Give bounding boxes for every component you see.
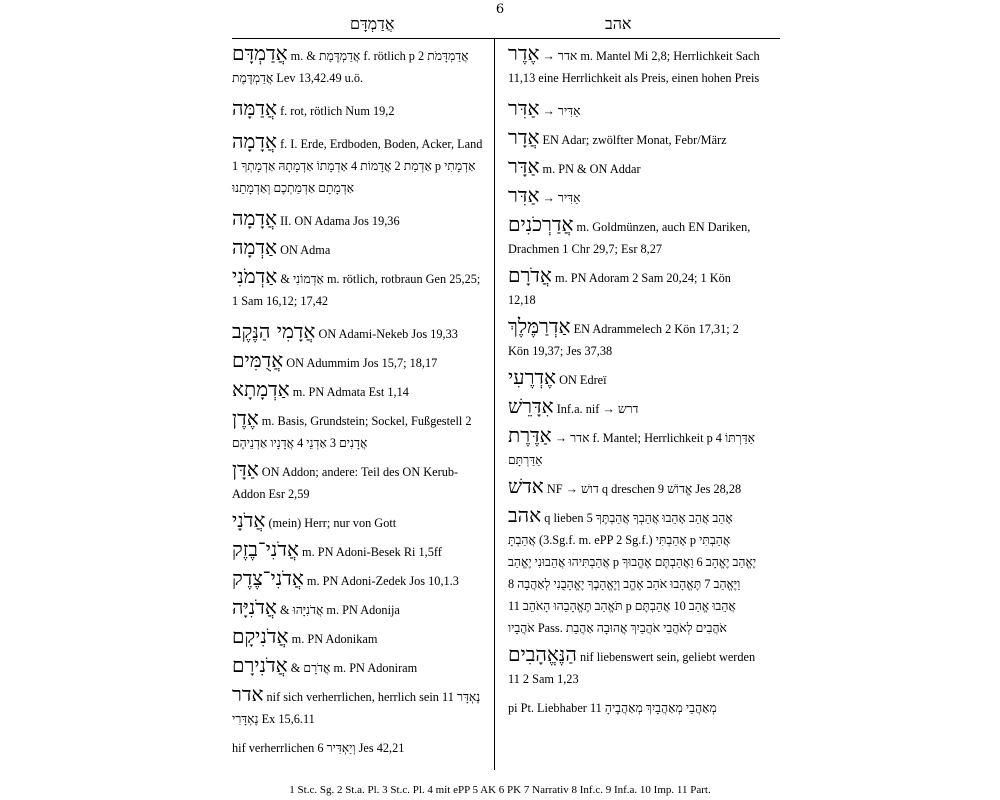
lemma: אַדָּן bbox=[232, 457, 259, 481]
entry-text: m. PN Admata Est 1,14 bbox=[292, 385, 409, 399]
entry-text: ON Adma bbox=[280, 243, 331, 257]
lemma: אֶדֶר bbox=[508, 41, 540, 65]
entry-text: → אַדִּיר bbox=[542, 104, 581, 118]
lemma: אַדָּר bbox=[508, 154, 540, 178]
lemma: אהב bbox=[508, 503, 542, 527]
column-divider bbox=[494, 38, 495, 770]
lemma: אֲדָמָה bbox=[232, 206, 277, 230]
entry-text: ON Addon; andere: Teil des ON Kerub-Addon Esr 2,59 bbox=[232, 465, 459, 501]
entry-text: ON Adummim Jos 15,7; 18,17 bbox=[286, 356, 438, 370]
entry-text: & אֲדֹרָם m. PN Adoniram bbox=[290, 661, 418, 675]
entry-addar bbox=[508, 155, 760, 180]
lemma: אַדְמָה bbox=[232, 235, 277, 259]
entry-adderet bbox=[508, 424, 760, 471]
entry-adma bbox=[232, 236, 484, 261]
entry-text: m. PN Adonikam bbox=[291, 632, 378, 646]
entry-admoni bbox=[232, 265, 484, 312]
entry-text: EN Adrammelech 2 Kön 17,31; 2 Kön 19,37; Jes 37,38 bbox=[508, 322, 739, 358]
entry-text: ON Edreï bbox=[559, 373, 607, 387]
entry-text: nif sich verherrlichen, herrlich sein 11 נֶאְדָּר נֶאְדָּרִי Ex 15,6.11 bbox=[232, 690, 481, 726]
lemma: אַדְמֹנִי bbox=[232, 264, 278, 288]
entry-adami-nekeb bbox=[232, 320, 484, 345]
entry-text: & אַדְמוֹנִי m. rötlich, rotbraun Gen 25,25; 1 Sam 16,12; 17,42 bbox=[232, 272, 481, 308]
lemma: אֲדָמָה bbox=[232, 129, 277, 153]
entry-adonai bbox=[232, 509, 484, 534]
entry-text: II. ON Adama Jos 19,36 bbox=[280, 214, 400, 228]
entry-adama-on bbox=[232, 207, 484, 232]
entry-text: m. & אֲדַמְדֶּמֶת f. rötlich p אֲדַמְדָּמֹת 2 אֲדַמְדֶּמֶת Lev 13,42.49 u.ö. bbox=[232, 49, 469, 85]
lemma: אַדְרַמֶּלֶךְ bbox=[508, 314, 571, 338]
entry-text: → אדר f. Mantel; Herrlichkeit p אַדַּרְתּוֹ 4 אַדַּרְתָּם bbox=[508, 431, 756, 467]
entry-text: → אדר m. Mantel Mi 2,8; Herrlichkeit Sach 11,13 eine Herrlichkeit als Preis, einen hohen Preis bbox=[508, 49, 760, 85]
lemma: אֲדַרְכֹנִים bbox=[508, 212, 574, 236]
entry-adr-hif bbox=[232, 734, 484, 759]
entry-adoram bbox=[508, 264, 760, 311]
entry-eder bbox=[508, 42, 760, 89]
entry-text: NF → דושׁ q dreschen 9 אֱדוֹשׁ Jes 28,28 bbox=[546, 482, 742, 496]
lemma: אַדְמָתָא bbox=[232, 377, 290, 401]
lemma: אַדֶּרֶת bbox=[508, 423, 552, 447]
lemma: אֲדַמָּה bbox=[232, 96, 277, 120]
entry-text: m. Goldmünzen, auch EN Dariken, Drachmen 1 Chr 29,7; Esr 8,27 bbox=[508, 220, 751, 256]
lemma: אֲדֹנִיקָם bbox=[232, 624, 289, 648]
entry-adonikam bbox=[232, 625, 484, 650]
lemma: אדשׁ bbox=[508, 474, 544, 498]
left-column bbox=[232, 42, 484, 767]
lemma: אֲדָר bbox=[508, 125, 540, 149]
entry-adarkonim bbox=[508, 213, 760, 260]
page-number: 6 bbox=[495, 2, 505, 17]
header-rule bbox=[232, 38, 780, 39]
lemma: אֲדָמִי הַנֶּקֶב bbox=[232, 319, 316, 343]
header-left-lemma: אֲדַמְדָּם bbox=[350, 14, 395, 33]
entry-text: nif liebenswert sein, geliebt werden 11 2 Sam 1,23 bbox=[508, 650, 756, 686]
entry-admata bbox=[232, 378, 484, 403]
entry-text: (mein) Herr; nur von Gott bbox=[268, 516, 397, 530]
lemma: אֲדֹנִיָּה bbox=[232, 595, 277, 619]
entry-text: q lieben 5 אָהַב אֲהֵב אָהֵבוּ אֲהֵבְךָ אֲהַבְתֶּךָ אֲהַבְתָּ (3.Sg.f. m. ePP 2 Sg.f.) אָהַבְתִּי p אֲהַבְתִּי אֲהַבְתִּיהוּ אֲהֵבוּנִי יֶאֱהַב p יֶאֱהַב יֶאֱהָב 6 וַאֲהַבְתֶּם אֶהֱבוּךָ וַיֶּאֱהַב 7 תֶּאֱהָבוּ אֹהַב אֶהֱב וְיֶאֱהָבֶךָ יֶאֱהָבֻנִי לְאַהֲבָה 8 תֹּאֱהַב תֶּאֱהָבֵהוּ הָאֹהֵב 11 p אֲהֵבוּ אֱהַב 10 אֲהֵבְתֶּם אֹהֲבָיו Pass. אֹהֲבִים לְאֹהֲבִי אֹהֲבַיִךְ אֲהוּבָה אַהֲבַת bbox=[508, 511, 757, 635]
lemma: הַנֶּאֱהָבִים bbox=[508, 642, 577, 666]
entry-edrei bbox=[508, 366, 760, 391]
lemma: אֲדֹנִי־צֶדֶק bbox=[232, 566, 304, 590]
entry-adoni-besek bbox=[232, 538, 484, 563]
entry-text: m. PN Adoni-Besek Ri 1,5ff bbox=[302, 545, 442, 559]
lemma: אֶדְרֶעִי bbox=[508, 365, 557, 389]
entry-adr-verb bbox=[232, 683, 484, 730]
entry-adoniram bbox=[232, 654, 484, 679]
lemma: אַדִּר bbox=[508, 183, 540, 207]
entry-adamma-rot bbox=[232, 97, 484, 122]
entry-text: → אַדִּיר bbox=[542, 191, 581, 205]
entry-adonija bbox=[232, 596, 484, 621]
entry-text: m. PN & ON Addar bbox=[542, 162, 641, 176]
entry-text: & אֲדֹנִיָּהוּ m. PN Adonija bbox=[279, 603, 400, 617]
abbreviation-legend: 1 St.c. Sg. 2 St.a. Pl. 3 St.c. Pl. 4 mit ePP 5 AK 6 PK 7 Narrativ 8 Inf.c. 9 Inf.a. 10 Imp. 11 Part. bbox=[289, 784, 711, 796]
entry-addon bbox=[232, 458, 484, 505]
entry-text: m. PN Adoram 2 Sam 20,24; 1 Kön 12,18 bbox=[508, 271, 731, 307]
entry-text: Inf.a. nif → דרש bbox=[556, 402, 639, 416]
entry-addir-ref bbox=[508, 97, 760, 122]
entry-ahb-nif bbox=[508, 643, 760, 690]
lemma: אֶדֶן bbox=[232, 406, 259, 430]
lemma: אֲדַמְדָּם bbox=[232, 41, 288, 65]
lemma: אֲדֻמִּים bbox=[232, 348, 284, 372]
entry-text: m. PN Adoni-Zedek Jos 10,1.3 bbox=[306, 574, 459, 588]
entry-adoni-zedek bbox=[232, 567, 484, 592]
entry-adamdam bbox=[232, 42, 484, 89]
entry-text: hif verherrlichen 6 וְיַאְדִּיר Jes 42,21 bbox=[232, 741, 405, 755]
lemma: אדר bbox=[232, 682, 264, 706]
entry-iddaresh bbox=[508, 395, 760, 420]
entry-addir-ref-2 bbox=[508, 184, 760, 209]
entry-text: EN Adar; zwölfter Monat, Febr/März bbox=[542, 133, 727, 147]
entry-text: m. Basis, Grundstein; Sockel, Fußgestell 2 אֲדָנִים 3 אַדְנֵי 4 אֲדָנָיו אַדְנֵיהֶם bbox=[232, 414, 472, 450]
lemma: אֲדֹנִירָם bbox=[232, 653, 288, 677]
entry-adar bbox=[508, 126, 760, 151]
entry-ahb-pi bbox=[508, 694, 760, 719]
lemma: אַדִּר bbox=[508, 96, 540, 120]
entry-text: f. I. Erde, Erdboden, Boden, Acker, Land 1 אַדְמַת 2 אֲדָמוֹת 4 אַדְמָתוֹ אַדְמָתָהּ אַדְמָתְךָ p אַדְמָתִי אַדְמָתָם אַדְמַתְכֶם וְאַדְמָתֵנוּ bbox=[232, 137, 483, 195]
lemma: אֲדֹרָם bbox=[508, 263, 552, 287]
lemma: אֲדֹנִי־בֶזֶק bbox=[232, 537, 299, 561]
entry-adama-erde bbox=[232, 130, 484, 199]
entry-adrammelech bbox=[508, 315, 760, 362]
entry-adsh bbox=[508, 475, 760, 500]
entry-text: ON Adami-Nekeb Jos 19,33 bbox=[318, 327, 458, 341]
entry-adummim bbox=[232, 349, 484, 374]
lemma: אֲדֹנָי bbox=[232, 508, 266, 532]
header-right-lemma: אהב bbox=[605, 14, 632, 33]
entry-eden bbox=[232, 407, 484, 454]
right-column bbox=[508, 42, 760, 727]
entry-ahb bbox=[508, 504, 760, 639]
entry-text: pi Pt. Liebhaber 11 מְאַהֲבַי מְאַהֲבָיִךְ מְאַהֲבֶיהָ bbox=[508, 701, 717, 715]
entry-text: f. rot, rötlich Num 19,2 bbox=[280, 104, 395, 118]
lemma: אִדָּרֵשׁ bbox=[508, 394, 554, 418]
